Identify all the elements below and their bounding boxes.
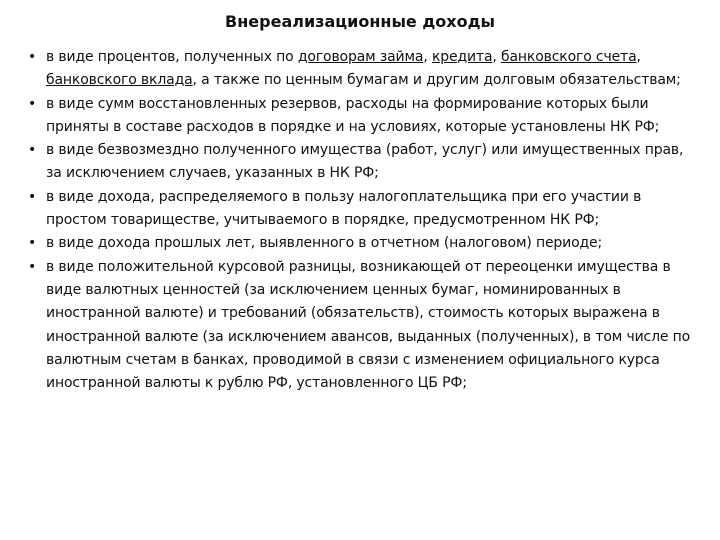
bullet-text: в виде дохода, распределяемого в пользу налогоплательщика при его участии в простом товариществе, учитываемого в порядке, предусмотренном НК РФ; bbox=[46, 188, 642, 229]
slide-title: Внереализационные доходы bbox=[225, 12, 495, 31]
bullet-icon: • bbox=[28, 49, 37, 65]
bullet-icon: • bbox=[28, 142, 37, 159]
bullet-item-interest bbox=[28, 46, 700, 93]
bullet-text: , а также по ценным бумагам и другим долговым обязательствам; bbox=[192, 72, 681, 89]
bullet-text: в виде дохода прошлых лет, выявленного в отчетном (налоговом) периоде; bbox=[46, 235, 603, 252]
bullet-text: в виде безвозмездно полученного имущества (работ, услуг) или имущественных прав, за исключением случаев, указанных в НК РФ; bbox=[46, 142, 684, 182]
bullet-icon: • bbox=[28, 188, 37, 205]
bullet-text: в виде процентов, полученных по bbox=[46, 49, 298, 65]
bullet-item-gratuitous-property bbox=[28, 139, 700, 186]
bullet-item-prior-years-income bbox=[28, 232, 700, 255]
bullet-text: , bbox=[423, 49, 432, 65]
bullet-text: в виде сумм восстановленных резервов, расходы на формирование которых были приняты в составе расходов в порядке и на условиях, которые установлены НК РФ; bbox=[46, 95, 660, 135]
bullet-list bbox=[28, 46, 700, 395]
bullet-icon: • bbox=[28, 95, 37, 112]
link-bank-deposit[interactable]: банковского вклада bbox=[46, 72, 193, 89]
bullet-text: в виде положительной курсовой разницы, возникающей от переоценки имущества в виде валютных ценностей (за исключением ценных бумаг, номинированных в иностранной валюте) и требований (обязательств), стоимость которых выражена в иностранной валюте (за исключением авансов, выданных (полученных), в том числе по валютным счетам в банках, проводимой в связи с изменением официального курса иностранной валюты к рублю РФ, установленного ЦБ РФ; bbox=[46, 258, 691, 392]
bullet-icon: • bbox=[28, 235, 37, 252]
bullet-icon: • bbox=[28, 258, 37, 275]
link-loan-agreements[interactable]: договорам займа bbox=[297, 49, 424, 65]
bullet-item-exchange-difference bbox=[28, 256, 700, 396]
link-credit[interactable]: кредита bbox=[431, 49, 493, 65]
bullet-text: , bbox=[492, 49, 501, 65]
bullet-item-reserves bbox=[28, 93, 700, 140]
bullet-item-partnership-income bbox=[28, 186, 700, 233]
link-bank-account[interactable]: банковского счета bbox=[501, 49, 637, 65]
bullet-text: , bbox=[636, 49, 641, 65]
